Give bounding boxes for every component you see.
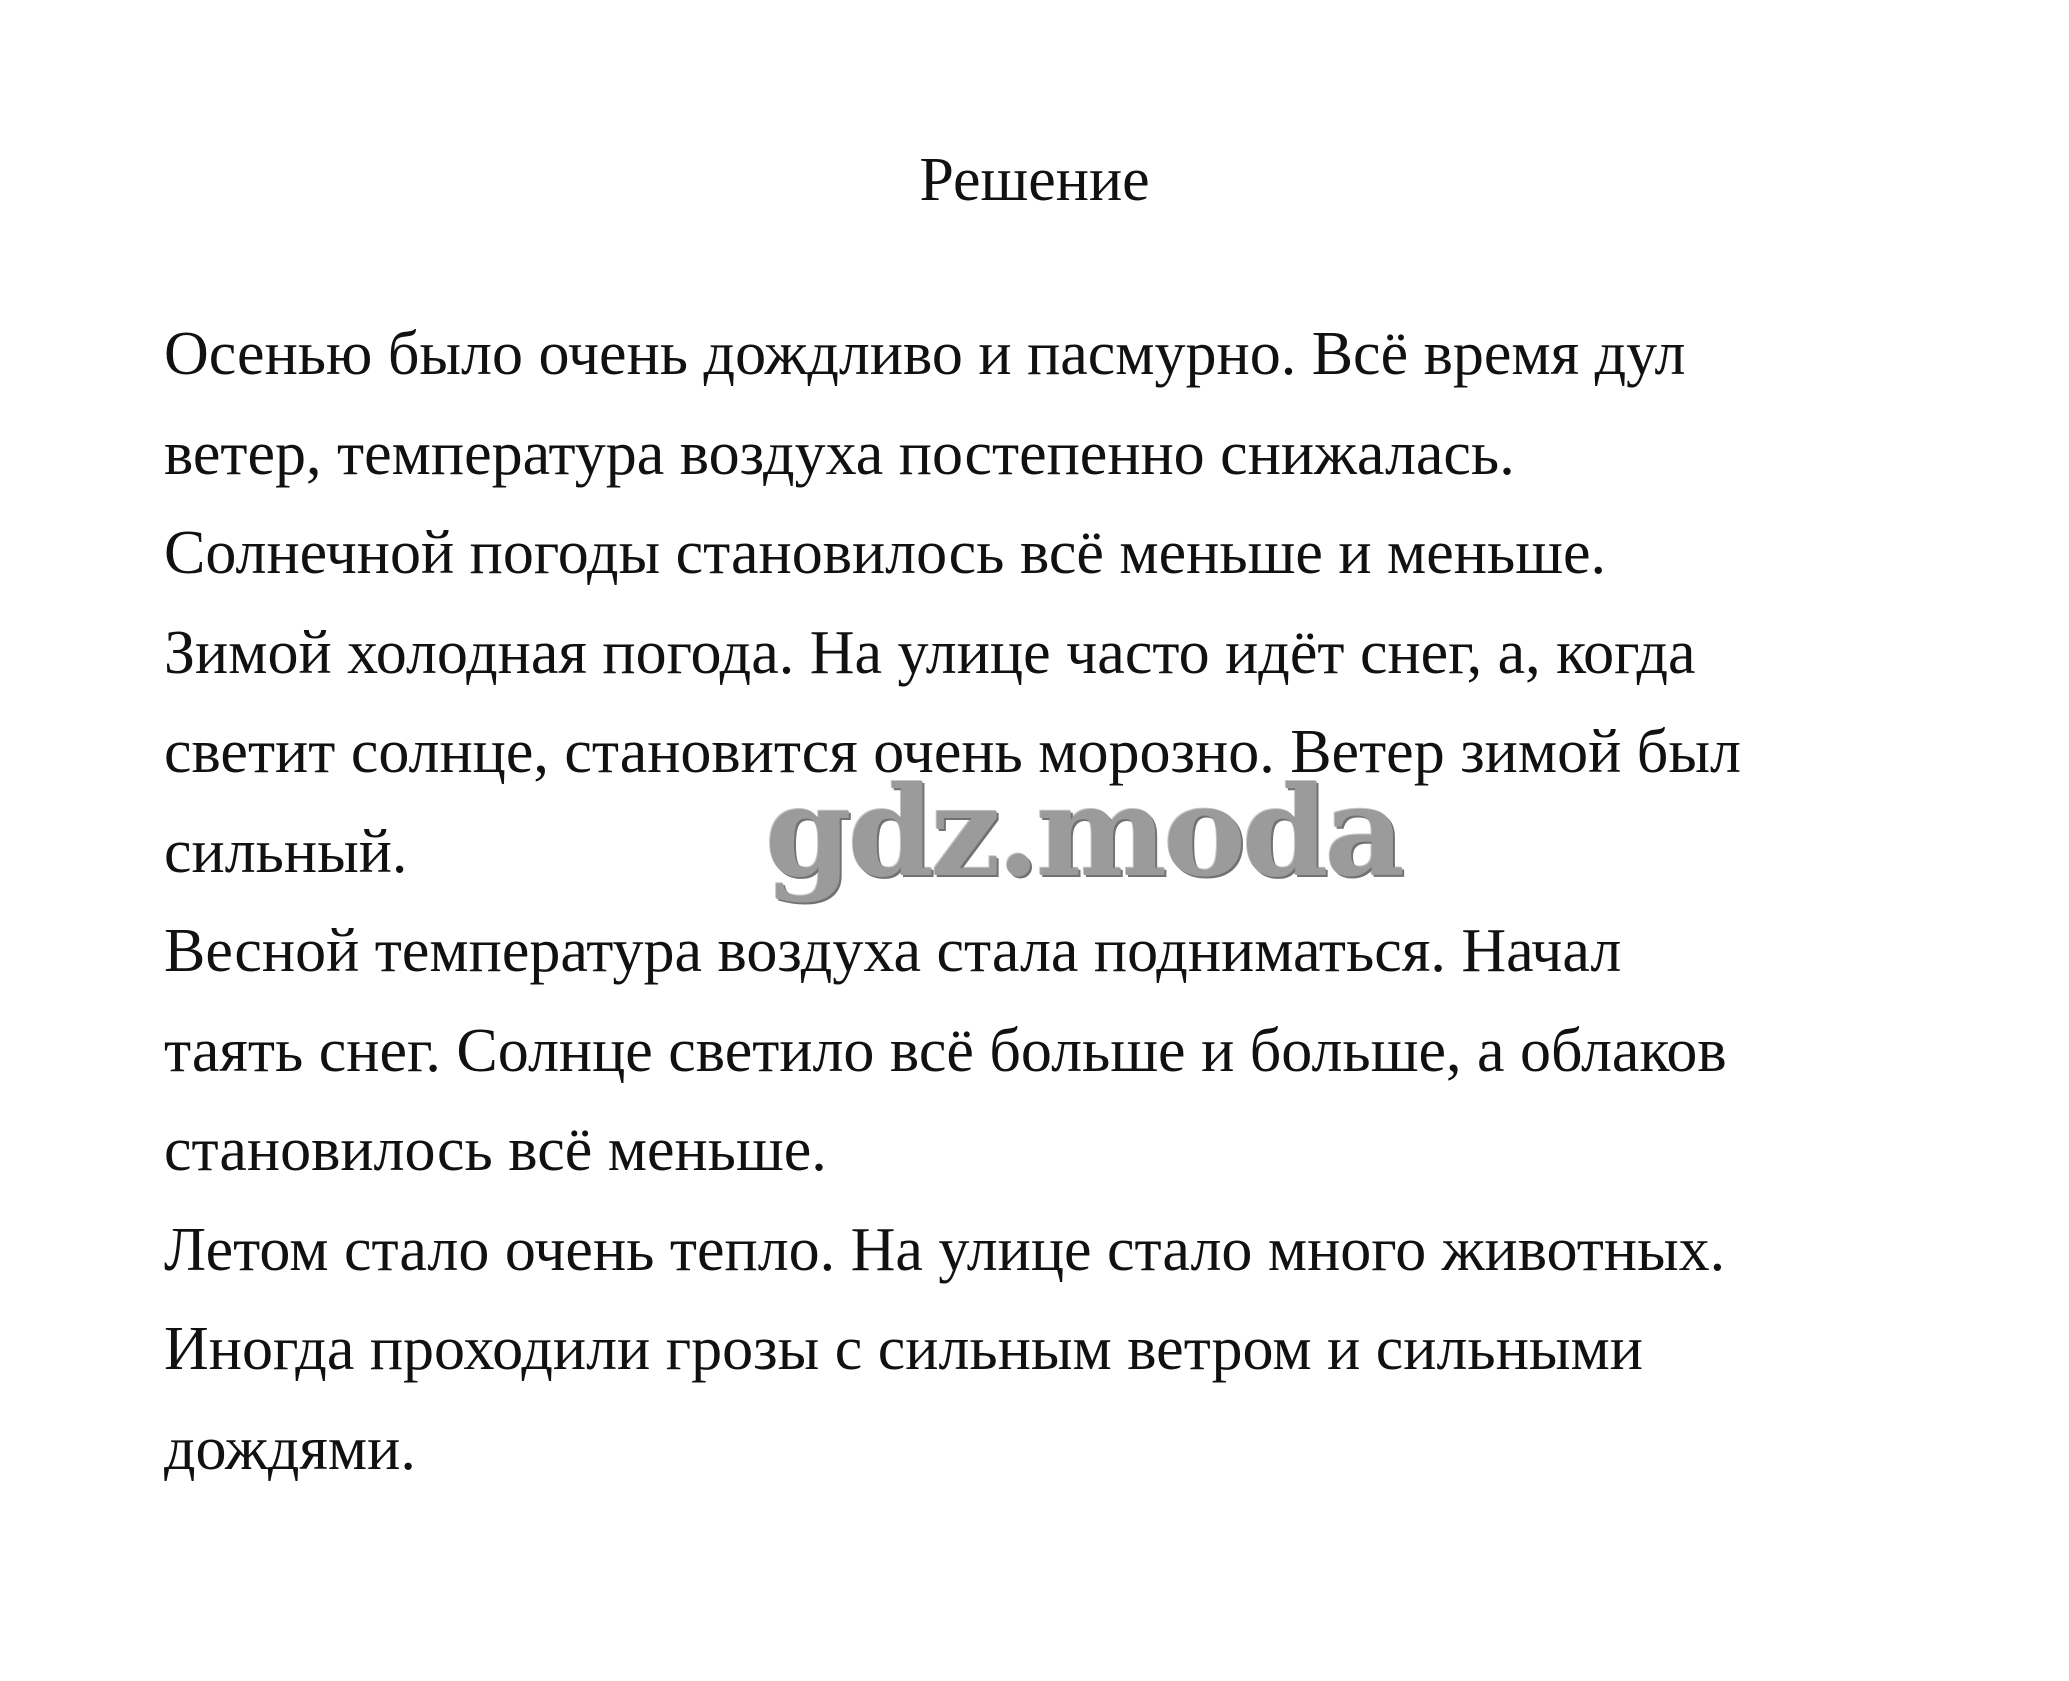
text-line: дождями. [164, 1414, 416, 1483]
text-line: Солнечной погоды становилось всё меньше и меньше. [164, 519, 1607, 587]
text-line: Летом стало очень тепло. На улице стало много животных. [164, 1215, 1726, 1284]
text-line: Зимой холодная погода. На улице часто идёт снег, а, когда [164, 618, 1696, 687]
page-title: Решение [919, 146, 1150, 214]
text-line: таять снег. Солнце светило всё больше и больше, а облаков [164, 1016, 1727, 1085]
text-line: светит солнце, становится очень морозно. Ветер зимой был [164, 718, 1741, 786]
watermark-logo: gdz.moda [765, 760, 1401, 905]
text-line: сильный. [164, 817, 408, 886]
text-line: Иногда проходили грозы с сильным ветром и сильными [164, 1315, 1643, 1383]
text-line: ветер, температура воздуха постепенно снижалась. [164, 419, 1515, 488]
text-line: Осенью было очень дождливо и пасмурно. Всё время дул [164, 320, 1686, 388]
text-line: Весной температура воздуха стала подниматься. Начал [164, 917, 1622, 985]
solution-text [164, 305, 1964, 1499]
text-line: становилось всё меньше. [164, 1116, 827, 1184]
